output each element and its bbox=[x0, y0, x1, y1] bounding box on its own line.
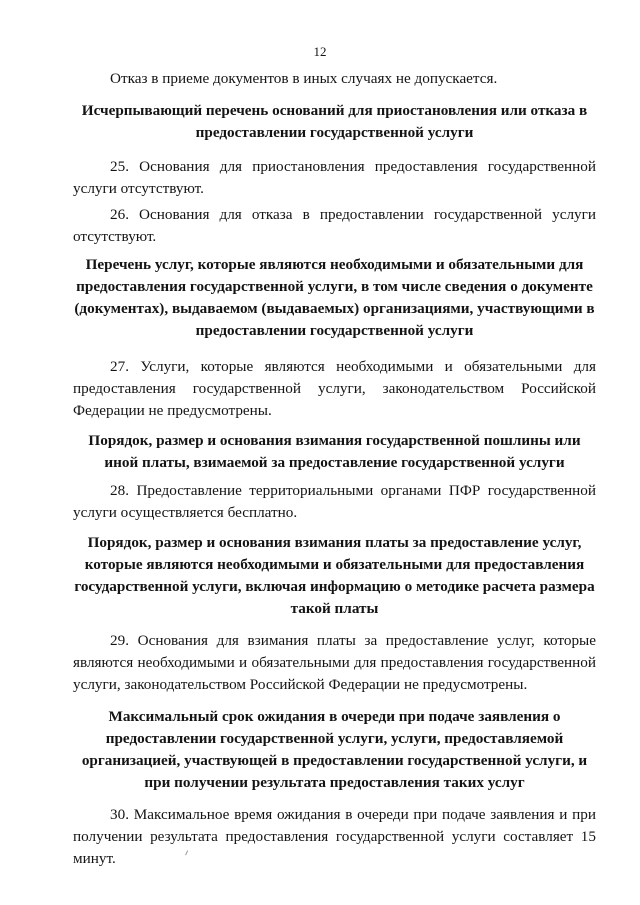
paragraph-27: 27. Услуги, которые являются необходимыми и обязательными для предоставления государственной услуги, законодательством Российской Федерации не предусмотрены. bbox=[73, 358, 596, 419]
section-heading-suspension-grounds: Исчерпывающий перечень оснований для приостановления или отказа в предоставлении государственной услуги bbox=[81, 102, 588, 141]
section-heading-fee-calculation: Порядок, размер и основания взимания платы за предоставление услуг, которые являются необходимыми и обязательными для предоставления государственной услуги, включая информацию о методике расчета размера такой платы bbox=[74, 534, 595, 617]
section-heading-queue-time: Максимальный срок ожидания в очереди при подаче заявления о предоставлении государственной услуги, услуги, предоставляемой организацией, участвующей в предоставлении государственной услуги, и при получении результата предоставления таких услуг bbox=[81, 708, 588, 791]
paragraph-29: 29. Основания для взимания платы за предоставление услуг, которые являются необходимыми и обязательными для предоставления государственной услуги, законодательством Российской Федерации не предусмотрены. bbox=[73, 632, 596, 693]
paragraph-28: 28. Предоставление территориальными органами ПФР государственной услуги осуществляется бесплатно. bbox=[73, 482, 596, 521]
paragraph-30: 30. Максимальное время ожидания в очереди при подаче заявления и при получении результата предоставления государственной услуги составляет 15 минут. bbox=[73, 806, 596, 867]
section-heading-state-fee: Порядок, размер и основания взимания государственной пошлины или иной платы, взимаемой за предоставление государственной услуги bbox=[88, 432, 581, 471]
page-number: 12 bbox=[313, 44, 327, 59]
paragraph-25: 25. Основания для приостановления предоставления государственной услуги отсутствуют. bbox=[73, 158, 596, 197]
document-body bbox=[73, 68, 596, 870]
intro-paragraph: Отказ в приеме документов в иных случаях не допускается. bbox=[110, 70, 498, 87]
paragraph-26: 26. Основания для отказа в предоставлении государственной услуги отсутствуют. bbox=[73, 206, 596, 245]
section-heading-required-services: Перечень услуг, которые являются необходимыми и обязательными для предоставления государственной услуги, в том числе сведения о документе (документах), выдаваемом (выдаваемых) организациями, участвующими в предоставлении государственной услуги bbox=[74, 256, 595, 339]
